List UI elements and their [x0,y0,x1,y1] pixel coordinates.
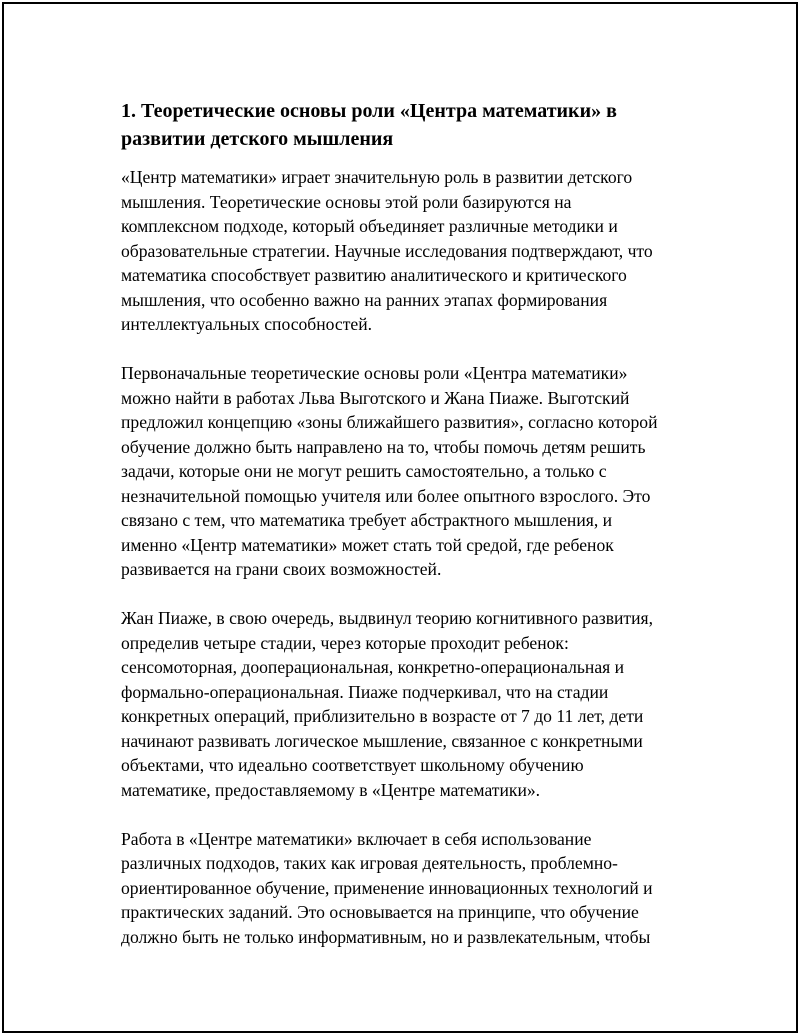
text-line: математике, предоставляемому в «Центре математики». [121,779,541,800]
page-frame [2,2,798,1033]
paragraph-3 [121,606,701,802]
text-line: «Центр математики» играет значительную роль в развитии детского [121,167,633,187]
text-line: формально-операциональная. Пиаже подчеркивал, что на стадии [121,681,609,702]
text-line: Работа в «Центре математики» включает в себя использование [121,828,592,849]
text-line: определив четыре стадии, через которые проходит ребенок: [121,632,569,653]
text-line: связано с тем, что математика требует абстрактного мышления, и [121,510,613,530]
text-line: именно «Центр математики» может стать той средой, где ребенок [121,534,614,555]
text-line: можно найти в работах Льва Выготского и Жана Пиаже. Выготский [121,387,630,408]
text-line: Первоначальные теоретические основы роли «Центра математики» [121,363,628,383]
text-line: развивается на грани своих возможностей. [121,559,442,579]
text-line: различных подходов, таких как игровая деятельность, проблемно- [121,853,618,873]
text-line: начинают развивать логическое мышление, связанное с конкретными [121,730,643,751]
paragraph-1 [121,165,701,337]
text-line: мышления. Теоретические основы этой роли базируются на [121,191,572,212]
section-heading [121,97,701,153]
paragraph-4 [121,827,701,950]
text-line: предложил концепцию «зоны ближайшего развития», согласно которой [121,412,658,432]
text-line: обучение должно быть направлено на то, чтобы помочь детям решить [121,436,646,457]
text-line: ориентированное обучение, применение инновационных технологий и [121,877,653,898]
text-line: интеллектуальных способностей. [121,314,373,334]
text-line: объектами, что идеально соответствует школьному обучению [121,755,584,775]
heading-line: развитии детского мышления [121,128,394,150]
paragraph-2 [121,361,701,582]
text-line: должно быть не только информативным, но и развлекательным, чтобы [121,926,651,947]
text-line: сенсомоторная, дооперациональная, конкретно-операциональная и [121,657,625,677]
text-line: конкретных операций, приблизительно в возрасте от 7 до 11 лет, дети [121,706,644,726]
text-line: незначительной помощью учителя или более опытного взрослого. Это [121,485,651,506]
text-line: комплексном подходе, который объединяет различные методики и [121,216,618,236]
text-line: мышления, что особенно важно на ранних этапах формирования [121,289,608,310]
heading-line: 1. Теоретические основы роли «Центра математики» в [121,100,617,122]
text-line: образовательные стратегии. Научные исследования подтверждают, что [121,240,653,261]
text-line: задачи, которые они не могут решить самостоятельно, а только с [121,461,607,481]
text-line: практических заданий. Это основывается на принципе, что обучение [121,902,639,922]
text-line: математика способствует развитию аналитического и критического [121,265,627,285]
text-line: Жан Пиаже, в свою очередь, выдвинул теорию когнитивного развития, [121,608,654,628]
document-body [121,97,701,974]
